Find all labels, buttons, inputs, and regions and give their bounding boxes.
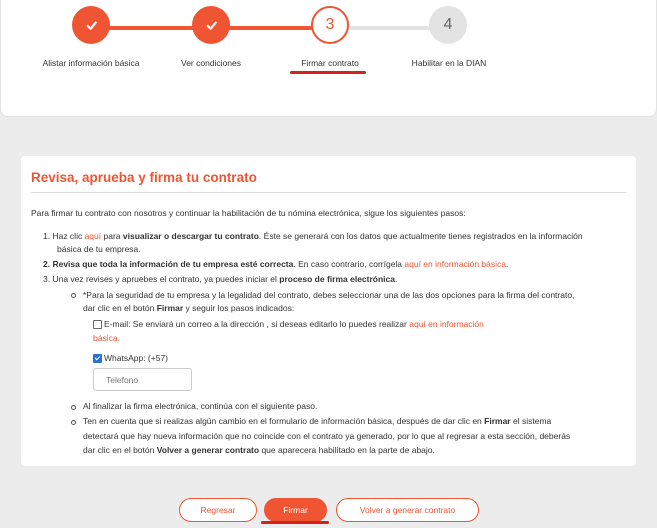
step-label-dian[interactable]: Habilitar en la DIAN [411,58,487,68]
whatsapp-label: WhatsApp: (+57) [104,353,169,363]
whatsapp-checkbox[interactable] [93,354,102,363]
sign-button-underline [261,521,329,524]
step-number: 3 [325,16,335,33]
regenerate-contract-button[interactable]: Volver a generar contrato [336,498,479,522]
check-icon [205,19,218,32]
stepper [1,0,656,100]
text: 3. Una vez revises y apruebes el contrato, ya puedes iniciar el [43,274,280,284]
email-edit-link[interactable]: aquí en información [409,319,484,329]
text: 1. Haz clic [43,231,85,241]
step-item-3 [43,273,397,286]
progress-card [0,0,657,117]
intro-text: Para firmar tu contrato con nosotros y continuar la habilitación de tu nómina electrónica, sigue los siguientes pasos: [31,208,466,218]
step-item-1 [43,230,633,243]
text: . En caso contrario, corrígela [293,259,405,269]
step-label-condiciones[interactable]: Ver condiciones [180,58,242,68]
active-step-underline [290,71,366,74]
sign-button[interactable]: Firmar [264,498,327,522]
text: 2. Revisa que toda la información de tu empresa esté correcta [43,259,294,269]
text: . [395,274,398,284]
text: . [117,333,120,343]
check-icon [85,19,98,32]
text: E-mail: Se enviará un correo a la dirección [104,319,267,329]
step-label-alistar[interactable]: Alistar información básica [42,58,140,68]
text: Firmar [484,416,511,426]
text: dar clic en el botón [83,445,157,455]
text: para [101,231,123,241]
step-3-circle [311,6,349,44]
text: y seguir los pasos indicados: [183,303,295,313]
change-note-line1 [83,415,551,428]
text: proceso de firma electrónica [279,274,395,284]
text: que aparecera habilitado en la parte de abajo. [259,445,435,455]
step-item-2 [43,258,508,271]
finish-note: Al finalizar la firma electrónica, continúa con el siguiente paso. [83,401,318,411]
whatsapp-option [93,352,168,365]
step-4-circle [429,6,467,44]
bullet [71,405,76,410]
bullet [71,420,76,425]
email-option-line2 [93,332,120,345]
email-option [93,318,484,331]
text: Volver a generar contrato [156,445,260,455]
security-note-line2 [83,302,294,315]
email-checkbox[interactable] [93,320,102,329]
step-1-circle [72,6,110,44]
security-note-line1: *Para la seguridad de tu empresa y la legalidad del contrato, debes seleccionar una de las dos opciones para la firma del contrato, [83,290,575,300]
text: Firmar [156,303,184,313]
text: visualizar o descargar tu contrato [122,231,259,241]
text: Ten en cuenta que si realizas algún cambio en el formulario de información básica, después de dar clic en [83,416,485,426]
phone-input[interactable] [93,368,192,391]
text: . [506,259,509,269]
back-button[interactable]: Regresar [179,498,257,522]
step-2-circle [192,6,230,44]
text: el sistema [510,416,552,426]
section-title: Revisa, aprueba y firma tu contrato [31,170,257,185]
text: , si deseas editarlo lo puedes realizar [266,319,410,329]
step-item-1-line2: básica de tu empresa. [57,244,141,254]
text: . Éste se generará con los datos que actualmente tienes registrados en la información [258,231,583,241]
change-note-line2: detectará que hay nueva información que no coincide con el contrato ya generado, por lo que al regresar a esta sección, deberás [83,431,571,441]
change-note-line3 [83,444,435,457]
email-edit-link-cont[interactable]: básica [93,333,118,343]
text: dar clic en el botón [83,303,157,313]
step-number: 4 [443,16,453,33]
view-contract-link[interactable]: aquí [84,231,102,241]
bullet [71,293,76,298]
divider [31,192,626,193]
contract-card [21,156,636,466]
basic-info-link[interactable]: aquí en información básica [404,259,506,269]
step-label-firmar[interactable]: Firmar contrato [301,58,359,68]
